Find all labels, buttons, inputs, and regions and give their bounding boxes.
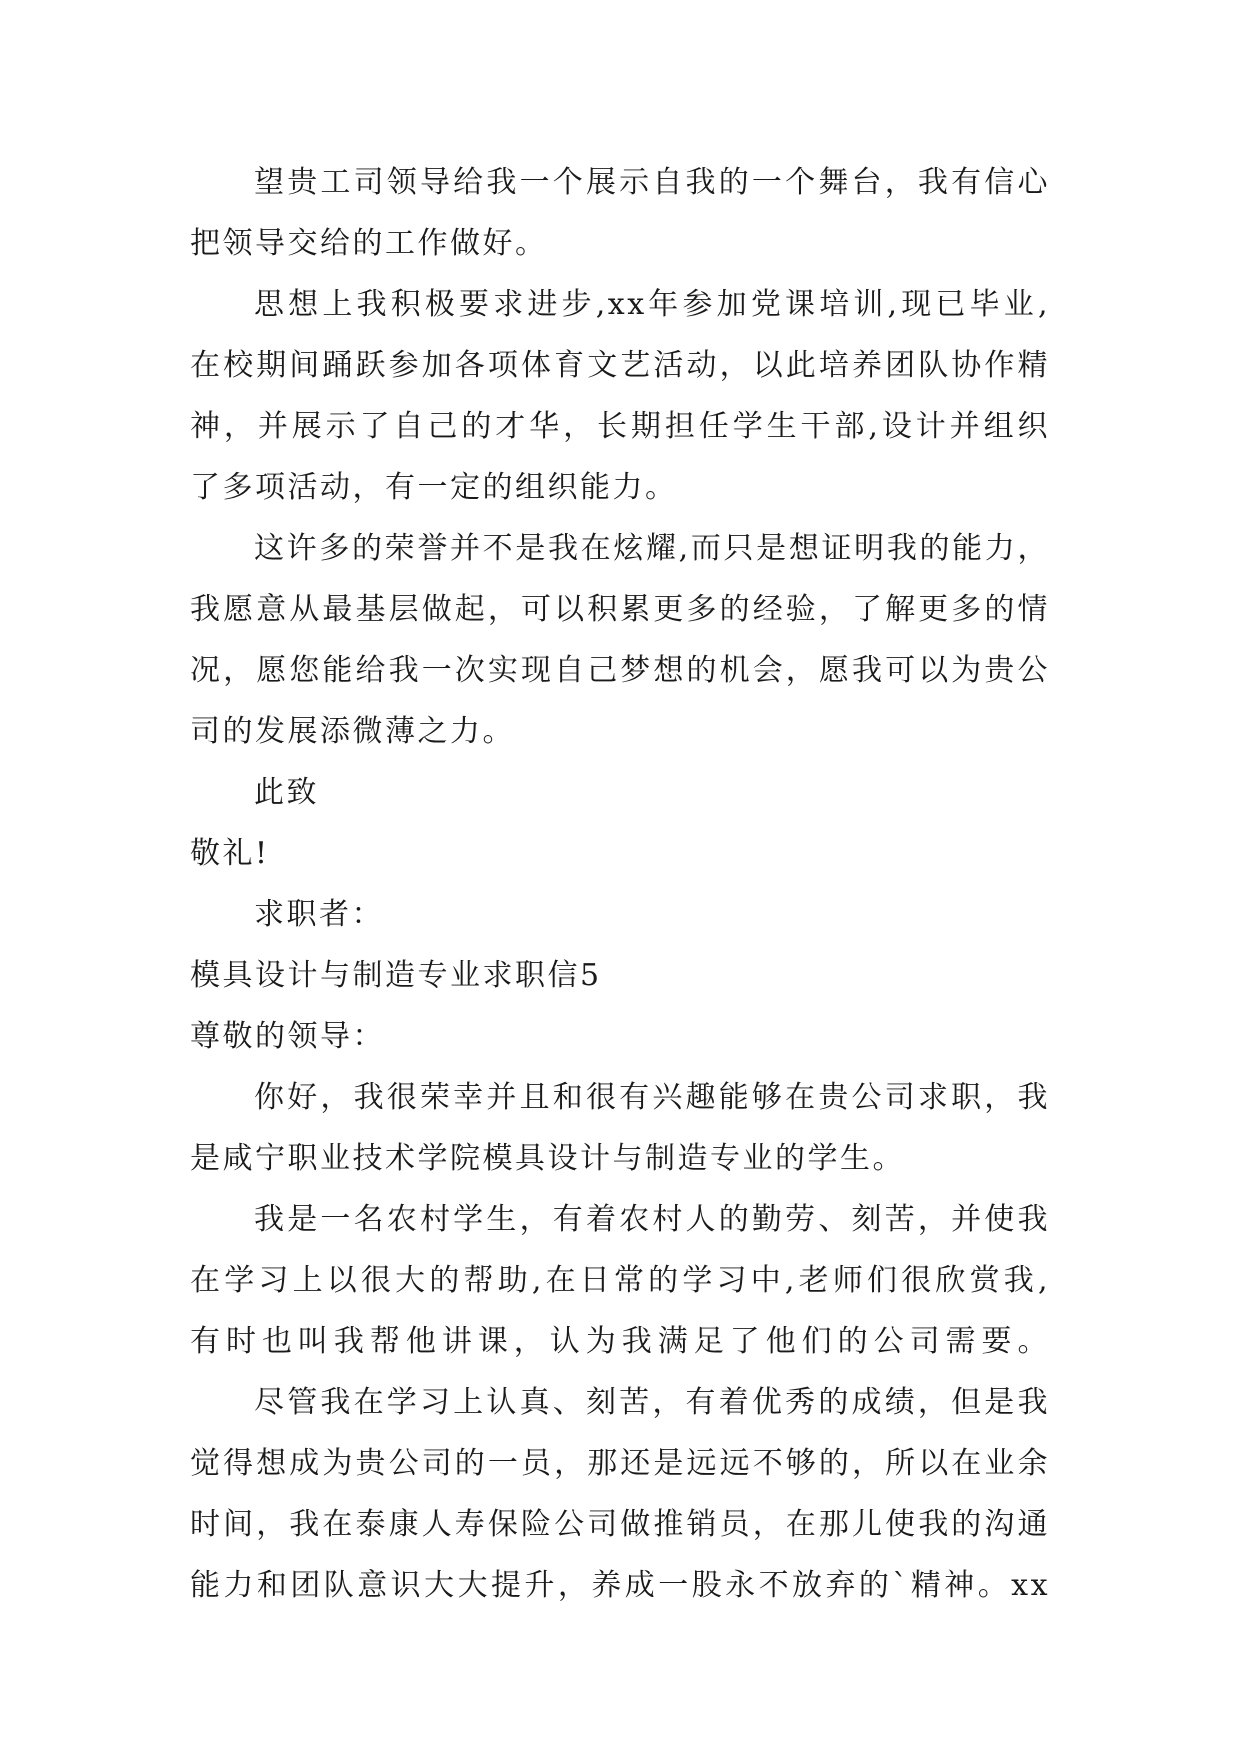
text-line: 我是一名农村学生，有着农村人的勤劳、刻苦，并使我: [254, 1202, 1050, 1237]
paragraph-rural: [190, 1189, 1050, 1372]
text-line: 尽管我在学习上认真、刻苦，有着优秀的成绩，但是我: [254, 1385, 1050, 1420]
text-line: 你好，我很荣幸并且和很有兴趣能够在贵公司求职，我: [254, 1080, 1050, 1115]
text-line: 时间，我在泰康人寿保险公司做推销员，在那儿使我的沟通: [190, 1507, 1050, 1542]
salutation: [190, 1006, 1050, 1067]
text-line: 望贵工司领导给我一个展示自我的一个舞台，我有信心: [254, 165, 1050, 200]
paragraph-ideology: [190, 274, 1050, 518]
paragraph-greeting: [190, 1067, 1050, 1189]
text-line: 况，愿您能给我一次实现自己梦想的机会，愿我可以为贵公: [190, 653, 1050, 688]
text-line: 司的发展添微薄之力。: [190, 714, 515, 749]
text-line: 敬礼!: [190, 836, 270, 871]
paragraph-work: [190, 1372, 1050, 1616]
text-line: 模具设计与制造专业求职信5: [190, 958, 602, 993]
paragraph-hope-stage: [190, 152, 1050, 274]
text-line: 我愿意从最基层做起，可以积累更多的经验，了解更多的情: [190, 592, 1050, 627]
text-line: 了多项活动，有一定的组织能力。: [190, 470, 678, 505]
text-line: 把领导交给的工作做好。: [190, 226, 548, 261]
text-line: 在学习上以很大的帮助,在日常的学习中,老师们很欣赏我,: [190, 1263, 1050, 1298]
closing-jingli: [190, 823, 1050, 884]
text-line: 此致: [254, 775, 319, 810]
text-line: 有时也叫我帮他讲课，认为我满足了他们的公司需要。: [190, 1324, 1050, 1359]
text-line: 这许多的荣誉并不是我在炫耀,而只是想证明我的能力，: [254, 531, 1050, 566]
text-line: 能力和团队意识大大提升，养成一股永不放弃的`精神。xx: [190, 1568, 1050, 1603]
text-line: 在校期间踊跃参加各项体育文艺活动，以此培养团队协作精: [190, 348, 1050, 383]
text-line: 神，并展示了自己的才华，长期担任学生干部,设计并组织: [190, 409, 1050, 444]
text-line: 觉得想成为贵公司的一员，那还是远远不够的，所以在业余: [190, 1446, 1050, 1481]
text-line: 是咸宁职业技术学院模具设计与制造专业的学生。: [190, 1141, 905, 1176]
letter-body: [190, 152, 1050, 1616]
signature-applicant: [190, 884, 1050, 945]
text-line: 求职者：: [254, 897, 384, 932]
text-line: 尊敬的领导：: [190, 1019, 385, 1054]
paragraph-honors: [190, 518, 1050, 762]
closing-cizhi: [190, 762, 1050, 823]
text-line: 思想上我积极要求进步,xx年参加党课培训,现已毕业,: [254, 287, 1050, 322]
letter-title: [190, 945, 1050, 1006]
